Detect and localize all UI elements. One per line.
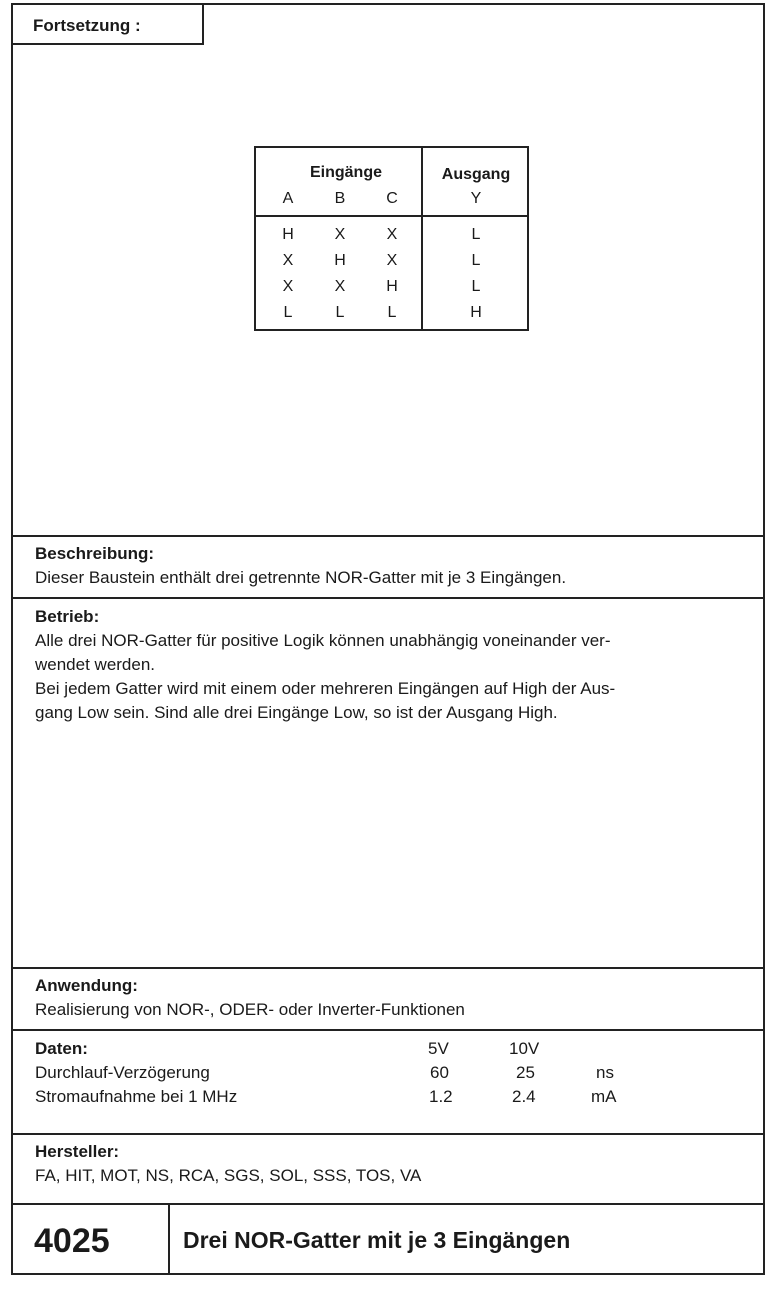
truth-cell: H xyxy=(282,226,294,243)
col-header-c: C xyxy=(386,190,398,207)
section-hersteller xyxy=(35,1140,745,1188)
daten-col-5v: 5V xyxy=(428,1039,449,1058)
truth-cell: X xyxy=(334,278,346,295)
col-header-b: B xyxy=(334,190,346,207)
truth-cell: L xyxy=(283,304,293,321)
beschreibung-heading: Beschreibung: xyxy=(35,544,155,563)
beschreibung-text: Dieser Baustein enthält drei getrennte NOR-Gatter mit je 3 Eingängen. xyxy=(35,568,567,587)
truth-cell: L xyxy=(387,304,397,321)
daten-row-unit: ns xyxy=(596,1063,614,1082)
daten-header-row xyxy=(35,1037,745,1061)
section-divider xyxy=(13,967,763,969)
continuation-tag: Fortsetzung : xyxy=(13,5,204,45)
truth-table-header-divider xyxy=(256,215,527,217)
truth-cell: L xyxy=(471,226,481,243)
truth-table xyxy=(254,146,529,331)
truth-cell: L xyxy=(471,278,481,295)
anwendung-heading: Anwendung: xyxy=(35,976,138,995)
daten-row-label: Stromaufnahme bei 1 MHz xyxy=(35,1087,238,1106)
truth-cell: L xyxy=(335,304,345,321)
col-header-y: Y xyxy=(470,190,482,207)
daten-row-unit: mA xyxy=(591,1087,617,1106)
truth-cell: X xyxy=(386,252,398,269)
hersteller-text: FA, HIT, MOT, NS, RCA, SGS, SOL, SSS, TOS, VA xyxy=(35,1166,422,1185)
daten-row-value: 25 xyxy=(516,1063,535,1082)
truth-cell: H xyxy=(386,278,398,295)
anwendung-text: Realisierung von NOR-, ODER- oder Inverter-Funktionen xyxy=(35,1000,465,1019)
daten-heading: Daten: xyxy=(35,1039,88,1058)
section-divider xyxy=(13,1133,763,1135)
truth-cell: X xyxy=(282,278,294,295)
truth-cell: H xyxy=(470,304,482,321)
betrieb-line: Bei jedem Gatter wird mit einem oder mehreren Eingängen auf High der Aus- xyxy=(35,679,616,698)
daten-col-10v: 10V xyxy=(509,1039,540,1058)
inputs-group-header: Eingänge xyxy=(309,164,382,181)
daten-row-value: 60 xyxy=(430,1063,449,1082)
daten-row-label: Durchlauf-Verzögerung xyxy=(35,1063,210,1082)
truth-cell: X xyxy=(282,252,294,269)
part-title: Drei NOR-Gatter mit je 3 Eingängen xyxy=(183,1227,571,1253)
section-divider xyxy=(13,597,763,599)
betrieb-line: wendet werden. xyxy=(35,655,156,674)
daten-row-value: 1.2 xyxy=(429,1087,453,1106)
daten-row-value: 2.4 xyxy=(512,1087,536,1106)
section-betrieb xyxy=(35,605,745,725)
part-number: 4025 xyxy=(13,1204,170,1275)
betrieb-line: Alle drei NOR-Gatter für positive Logik können unabhängig voneinander ver- xyxy=(35,631,611,650)
daten-row xyxy=(35,1085,745,1109)
section-anwendung xyxy=(35,974,745,1022)
section-divider xyxy=(13,1029,763,1031)
section-daten xyxy=(35,1037,745,1111)
datasheet-card xyxy=(11,3,765,1275)
hersteller-heading: Hersteller: xyxy=(35,1142,120,1161)
section-divider xyxy=(13,535,763,537)
output-group-header: Ausgang xyxy=(441,166,511,183)
truth-cell: X xyxy=(334,226,346,243)
col-header-a: A xyxy=(282,190,294,207)
betrieb-line: gang Low sein. Sind alle drei Eingänge Low, so ist der Ausgang High. xyxy=(35,703,558,722)
truth-cell: X xyxy=(386,226,398,243)
truth-cell: L xyxy=(471,252,481,269)
truth-cell: H xyxy=(334,252,346,269)
section-beschreibung xyxy=(35,542,745,590)
daten-row xyxy=(35,1061,745,1085)
betrieb-heading: Betrieb: xyxy=(35,607,100,626)
